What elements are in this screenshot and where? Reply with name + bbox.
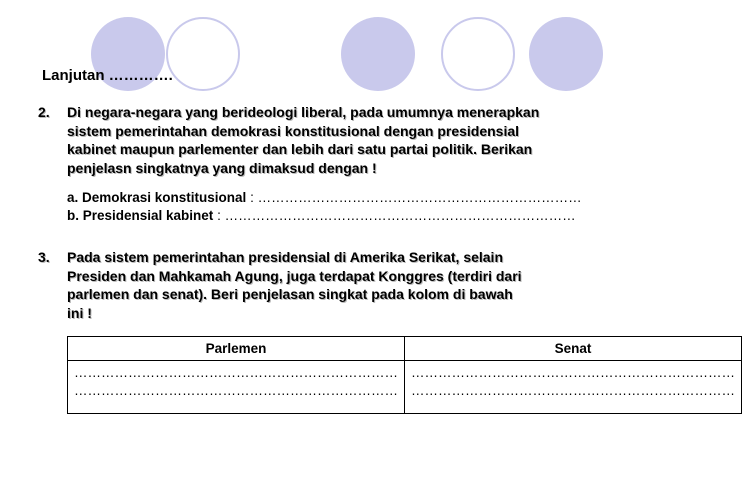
question-2-line: penjelasn singkatnya yang dimaksud dengan !: [67, 159, 377, 176]
question-3-number: 3.: [38, 249, 50, 265]
answer-cell-senat[interactable]: [405, 361, 742, 414]
question-3-text: [67, 248, 647, 322]
answer-line: ………………………………………………………………: [74, 365, 398, 380]
answer-table: [67, 336, 742, 414]
question-2-line: kabinet maupun parlementer dan lebih dari satu partai politik. Berikan: [67, 141, 533, 157]
header-senat: Senat: [405, 337, 742, 361]
question-2-number: 2.: [38, 104, 50, 120]
decor-circle-3: [341, 17, 415, 91]
question-2-item-a: [67, 189, 582, 207]
question-2-line: Di negara-negara yang berideologi liberal, pada umumnya menerapkan: [67, 104, 540, 120]
header-parlemen: Parlemen: [68, 337, 405, 361]
decor-circle-2: [166, 17, 240, 91]
answer-line: ………………………………………………………………: [74, 383, 398, 398]
question-2-line: sistem pemerintahan demokrasi konstitusional dengan presidensial: [67, 122, 520, 139]
answer-line: ………………………………………………………………: [411, 365, 735, 380]
question-3-line: Pada sistem pemerintahan presidensial di Amerika Serikat, selain: [67, 249, 504, 265]
decor-circle-4: [441, 17, 515, 91]
question-2-item-b: [67, 207, 576, 225]
answer-cell-parlemen[interactable]: [68, 361, 405, 414]
table-header-row: [68, 337, 742, 361]
question-2-text: [67, 103, 647, 177]
decor-circle-5: [529, 17, 603, 91]
question-3-line: Presiden dan Mahkamah Agung, juga terdapat Konggres (terdiri dari: [67, 267, 522, 284]
item-a-label: a. Demokrasi konstitusional: [67, 190, 247, 205]
page-title: Lanjutan ………….: [42, 67, 173, 84]
answer-line: ………………………………………………………………: [411, 383, 735, 398]
question-3-line: ini !: [67, 304, 92, 321]
table-row: [68, 361, 742, 414]
item-b-label: b. Presidensial kabinet: [67, 208, 214, 223]
item-a-answer-line[interactable]: : ………………………………………………………………: [246, 190, 582, 205]
item-b-answer-line[interactable]: : ……………………………………………………………………: [213, 208, 576, 223]
question-3-line: parlemen dan senat). Beri penjelasan singkat pada kolom di bawah: [67, 286, 513, 302]
